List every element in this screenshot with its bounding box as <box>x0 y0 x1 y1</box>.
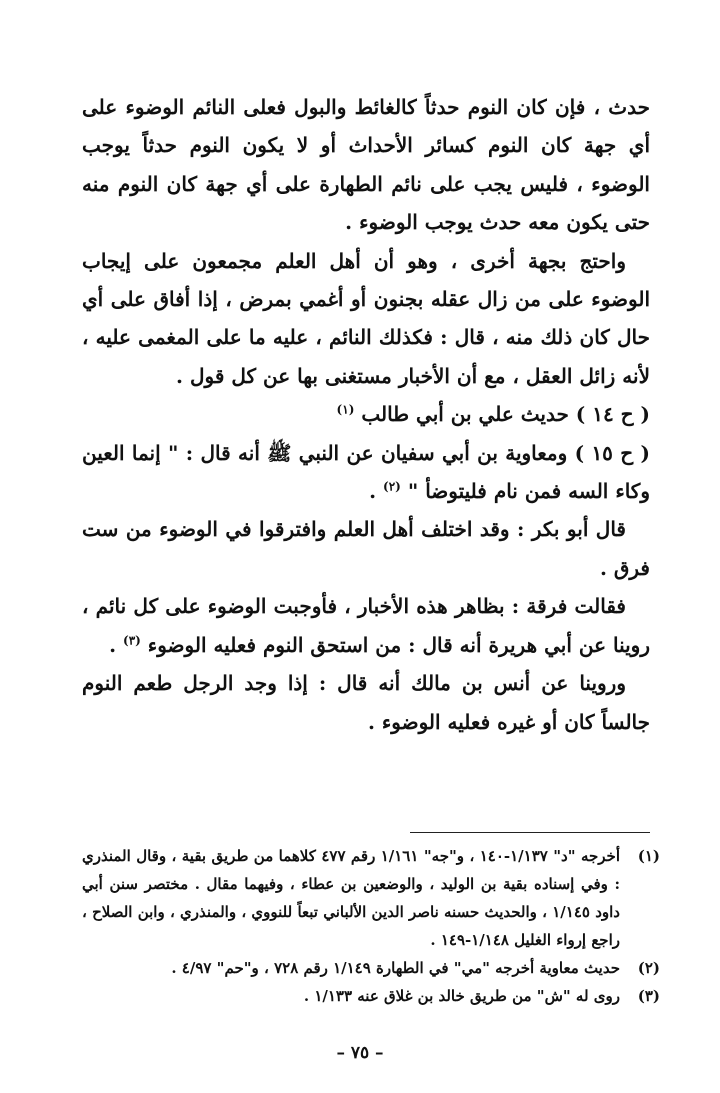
footnote-ref-1[interactable]: (١) <box>336 402 355 417</box>
footnote-ref-2[interactable]: (٢) <box>383 479 401 494</box>
footnote-number: (٢) <box>637 959 660 977</box>
footnotes <box>82 842 660 1010</box>
paragraph: قال أبو بكر : وقد اختلف أهل العلم وافترقوا في الوضوء من ست فرق . <box>82 517 650 580</box>
hadith-14-text: ( ح ١٤ ) حديث علي بن أبي طالب <box>361 402 650 427</box>
footnote-divider <box>410 832 650 833</box>
footnote-text: أخرجه "د" ١/١٣٧-١٤٠ ، و"جه" ١/١٦١ رقم ٤٧٧ كلاهما من طريق بقية ، وقال المنذري : وفي إسناده بقية بن الوليد ، والوضعين بن عطاء ، وفيهما مقال . مختصر سنن أبي داود ١/١٤٥ ، والحديث حسنه ناصر الدين الألباني تبعاً للنووي ، والمنذري ، وابن الصلاح ، راجع إرواء الغليل ١/١٤٨-١٤٩ . <box>82 847 620 949</box>
footnote-number: (٣) <box>637 987 660 1005</box>
footnote-2 <box>82 954 660 982</box>
footnote-ref-3[interactable]: (٣) <box>123 633 141 648</box>
paragraph-tail: . <box>109 632 123 657</box>
footnote-text: روى له "ش" من طريق خالد بن غلاق عنه ١/١٣٣ . <box>303 987 620 1005</box>
paragraph: حدث ، فإن كان النوم حدثاً كالغائط والبول فعلى النائم الوضوء على أي جهة كان النوم كسائر الأحداث أو لا يكون النوم حدثاً يوجب الوضوء ، فليس يجب على نائم الطهارة على أي جهة كان النوم منه حتى يكون معه حدث يوجب الوضوء . <box>82 95 650 235</box>
paragraph-text: فقالت فرقة : بظاهر هذه الأخبار ، فأوجبت الوضوء على كل نائم ، روينا عن أبي هريرة أنه قال : من استحق النوم فعليه الوضوء <box>82 594 650 657</box>
footnote-number: (١) <box>637 847 660 865</box>
paragraph <box>82 587 650 664</box>
footnote-3 <box>82 982 660 1010</box>
hadith-15 <box>82 434 650 511</box>
paragraph: وروينا عن أنس بن مالك أنه قال : إذا وجد الرجل طعم النوم جالساً كان أو غيره فعليه الوضوء . <box>82 671 650 734</box>
page-number: – ٧٥ – <box>336 1043 384 1063</box>
paragraph: واحتج بجهة أخرى ، وهو أن أهل العلم مجمعون على إيجاب الوضوء على من زال عقله بجنون أو أغمي بمرض ، إذا أفاق على أي حال كان ذلك منه ، قال : فكذلك النائم ، عليه ما على المغمى عليه ، لأنه زائل العقل ، مع أن الأخبار مستغنى بها عن كل قول . <box>82 248 650 388</box>
hadith-14 <box>82 395 650 433</box>
hadith-15-tail: . <box>369 479 384 504</box>
footnote-text: حديث معاوية أخرجه "مي" في الطهارة ١/١٤٩ رقم ٧٢٨ ، و"حم" ٤/٩٧ . <box>171 959 620 977</box>
hadith-15-text: ( ح ١٥ ) ومعاوية بن أبي سفيان عن النبي ﷺ أنه قال : " إنما العين وكاء السه فمن نام فليتوضأ " <box>82 440 650 504</box>
footnote-1 <box>82 842 660 954</box>
main-text <box>82 88 650 741</box>
